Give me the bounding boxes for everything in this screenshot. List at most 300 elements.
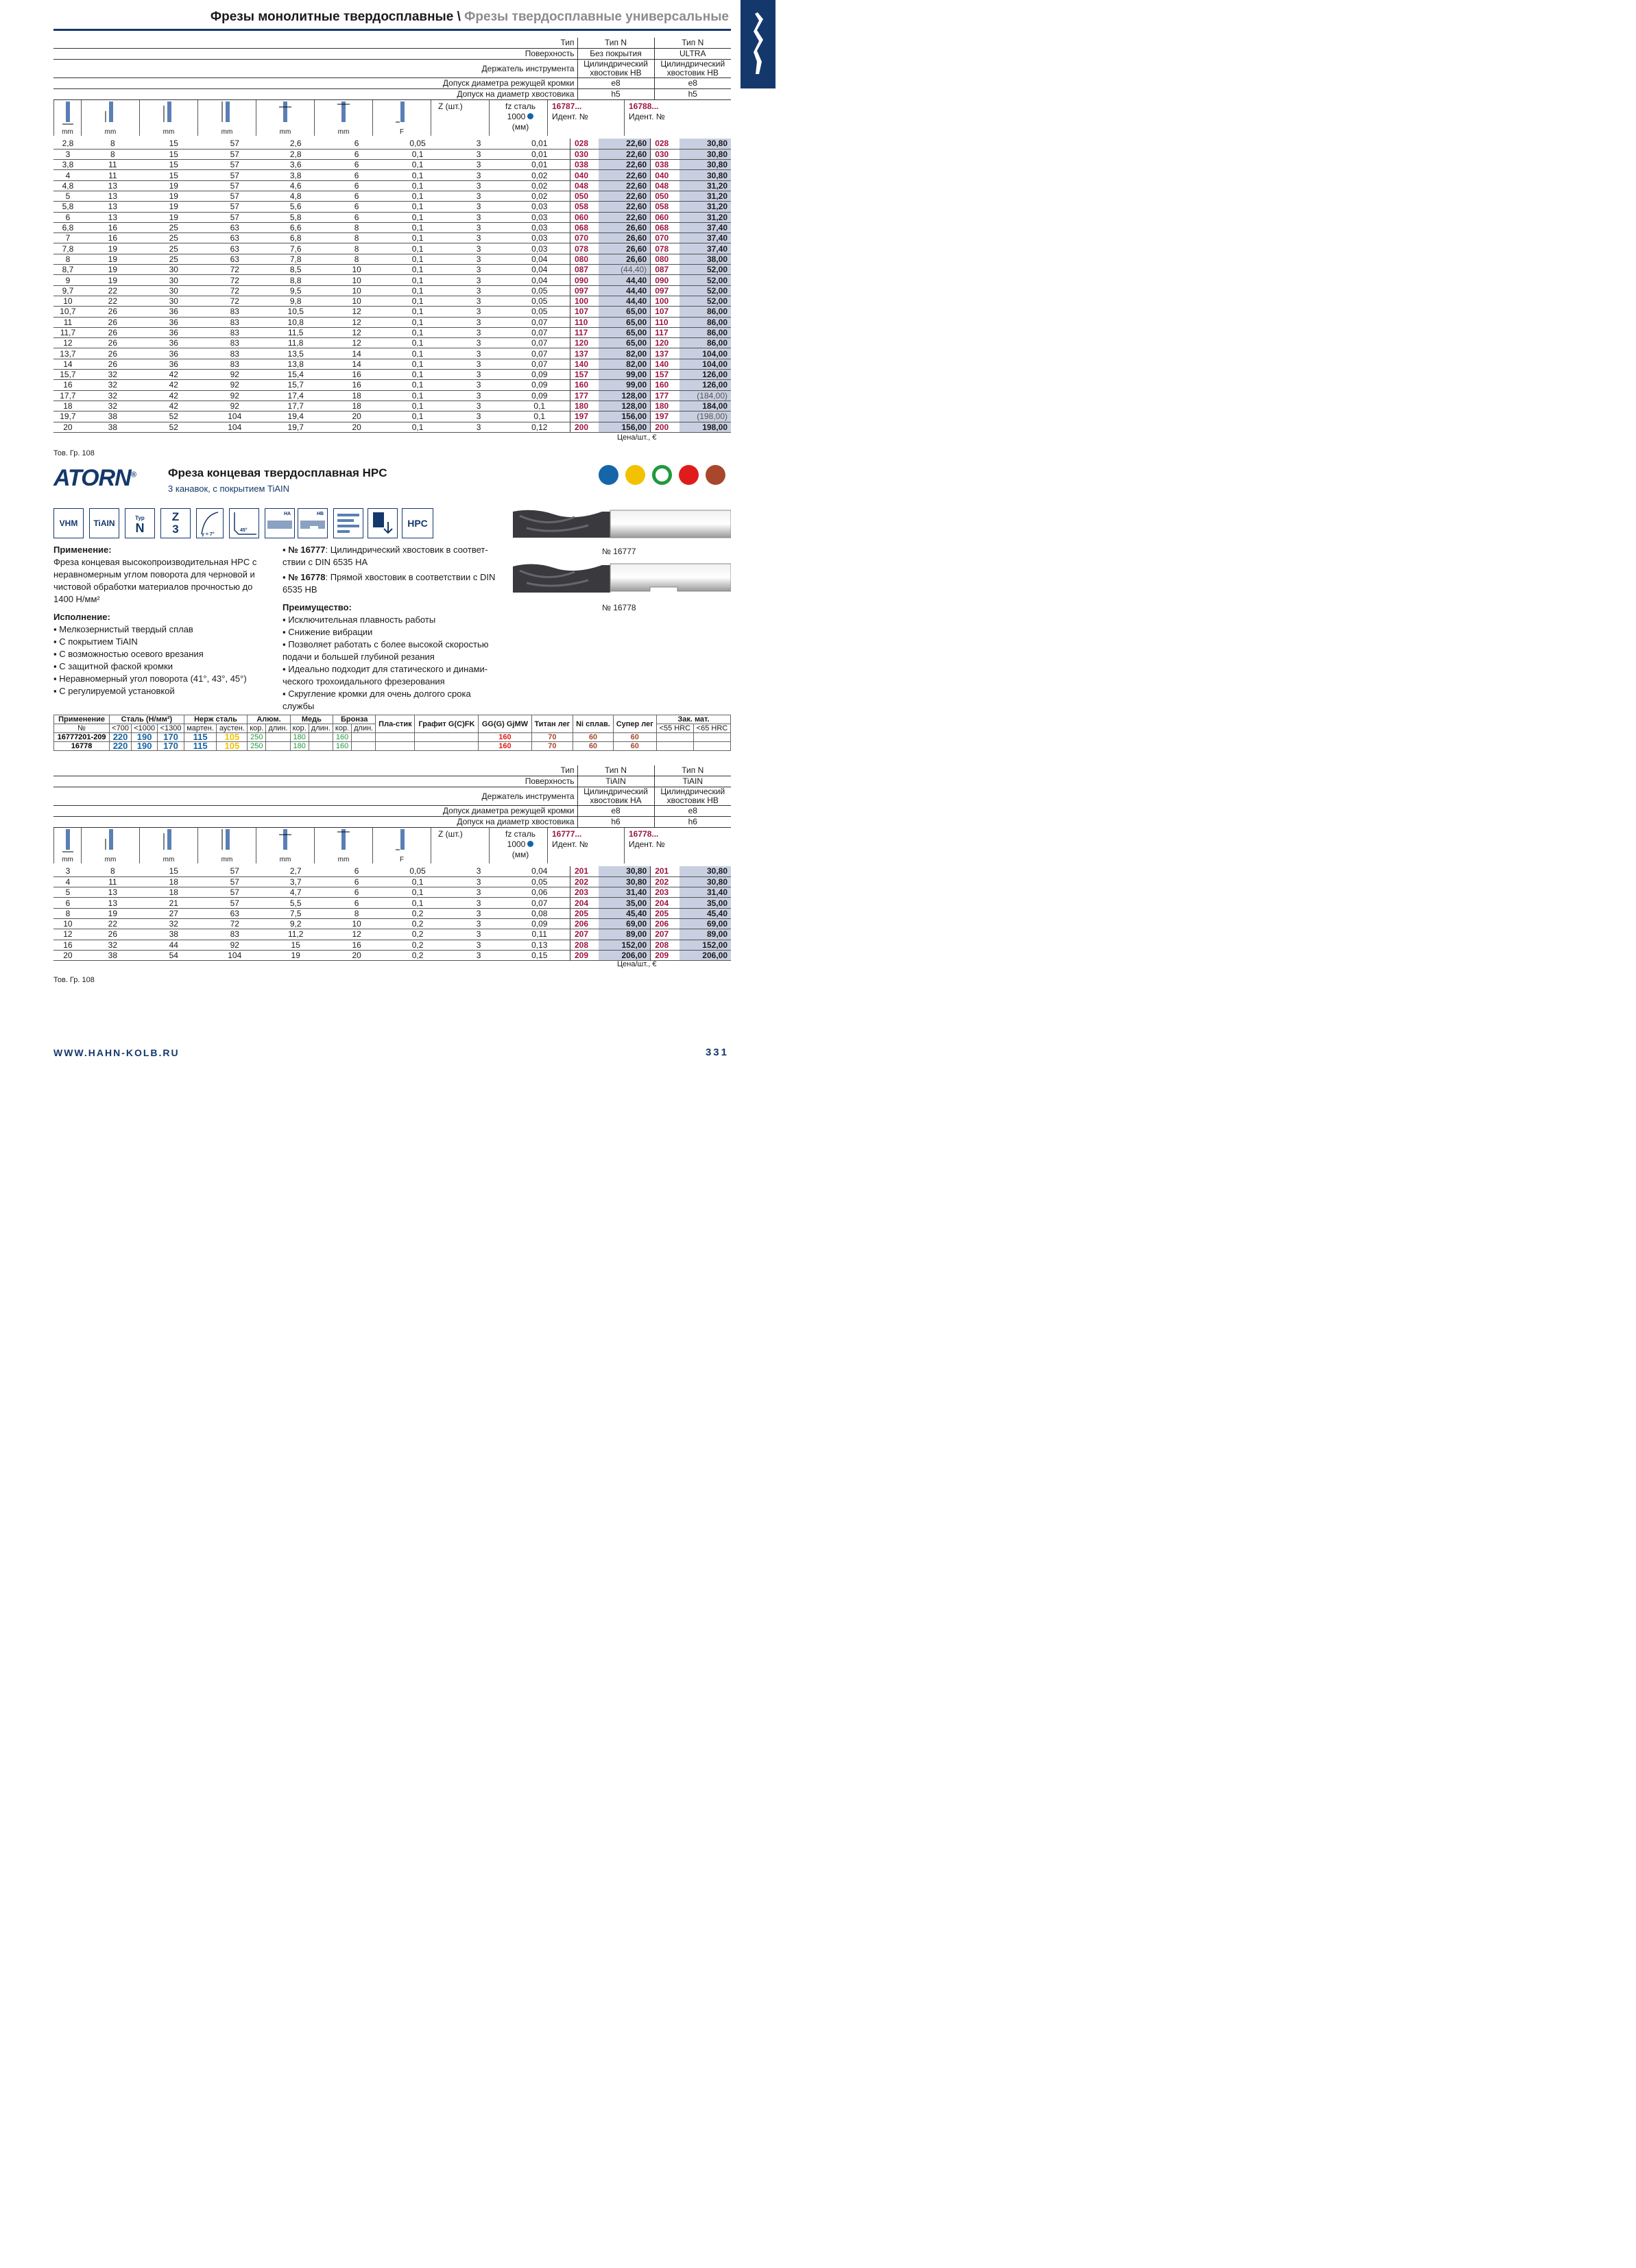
- value-cell: 15,7: [265, 380, 326, 390]
- ident-cell: 209: [651, 950, 679, 960]
- list-item: ▪ С возможностью осевого врезания: [53, 648, 273, 660]
- group-note-2: Тов. Гр. 108: [53, 976, 95, 984]
- value-cell: 20: [326, 950, 387, 960]
- price-cell: 38,00: [679, 254, 731, 264]
- list-item: ▪ Исключительная плавность работы: [282, 614, 501, 626]
- ident-cell: 209: [570, 950, 599, 960]
- value-cell: 8,7: [53, 265, 82, 275]
- price-note-1: Цена/шт., €: [617, 433, 657, 442]
- value-cell: 92: [204, 370, 265, 380]
- mat-subhead: <700: [110, 724, 132, 733]
- mat-head: Применение: [54, 715, 110, 724]
- value-cell: 0,05: [509, 307, 570, 317]
- ident-cell: 137: [570, 348, 599, 359]
- value-cell: 5,8: [53, 202, 82, 212]
- spec-key: Поверхность: [53, 776, 577, 787]
- value-cell: 3: [448, 866, 509, 876]
- value-cell: 72: [204, 296, 265, 306]
- price-cell: 69,00: [599, 918, 650, 929]
- value-cell: 6: [326, 149, 387, 159]
- spec-row: [53, 787, 731, 806]
- value-cell: 57: [204, 202, 265, 212]
- value-cell: 0,1: [387, 380, 448, 390]
- price-cell: 104,00: [679, 348, 731, 359]
- spec-value-b: ULTRA: [654, 49, 731, 60]
- unit-label: mm: [62, 856, 73, 863]
- value-cell: 42: [143, 401, 204, 411]
- application-block: [53, 544, 273, 697]
- column-header-1: [53, 100, 731, 139]
- mat-cell: [376, 742, 415, 751]
- value-cell: 7,8: [265, 254, 326, 264]
- mat-head-row: [54, 715, 731, 724]
- value-cell: 72: [204, 265, 265, 275]
- ident-cell: 107: [570, 307, 599, 317]
- value-cell: 3: [448, 296, 509, 306]
- ident-cell: 090: [651, 275, 679, 285]
- table-row: [53, 876, 731, 887]
- table-row: [53, 866, 731, 876]
- mat-cell: [376, 733, 415, 742]
- value-cell: 0,01: [509, 160, 570, 170]
- table-row: [53, 180, 731, 191]
- value-cell: 19: [82, 275, 143, 285]
- value-cell: 57: [204, 887, 265, 898]
- value-cell: 9,7: [53, 285, 82, 296]
- value-cell: 0,1: [387, 348, 448, 359]
- value-cell: 0,07: [509, 338, 570, 348]
- mat-cell: 180: [290, 733, 309, 742]
- ident-cell: 050: [570, 191, 599, 201]
- value-cell: 16: [82, 222, 143, 232]
- price-cell: 30,80: [599, 876, 650, 887]
- mat-subhead: <55 HRC: [656, 724, 693, 733]
- brand-logo: ATORN®: [53, 465, 136, 491]
- value-cell: 32: [82, 401, 143, 411]
- value-cell: 83: [204, 338, 265, 348]
- value-cell: 0,1: [387, 202, 448, 212]
- value-cell: 0,1: [387, 254, 448, 264]
- value-cell: 6: [326, 180, 387, 191]
- value-cell: 0,12: [509, 422, 570, 432]
- table-row: [53, 149, 731, 159]
- spec-value-a: Тип N: [577, 765, 654, 776]
- value-cell: 4,7: [265, 887, 326, 898]
- price-cell: 44,40: [599, 296, 650, 306]
- ident-cell: 100: [651, 296, 679, 306]
- value-cell: 9,8: [265, 296, 326, 306]
- unit-label: mm: [104, 128, 117, 136]
- list-item: ▪ Неравномерный угол поворота (41°, 43°, 45°): [53, 673, 273, 685]
- value-cell: 20: [326, 422, 387, 432]
- value-cell: 57: [204, 898, 265, 908]
- value-cell: 3: [448, 370, 509, 380]
- spec-value-b: e8: [654, 78, 731, 89]
- spec-value-a: h6: [577, 817, 654, 828]
- value-cell: 9,2: [265, 918, 326, 929]
- spec-key: Тип: [53, 38, 577, 49]
- table-row: [53, 275, 731, 285]
- value-cell: 57: [204, 876, 265, 887]
- ident-cell: 180: [570, 401, 599, 411]
- table-row: [53, 160, 731, 170]
- mat-cell: 170: [158, 742, 184, 751]
- unit-label: mm: [279, 856, 291, 863]
- value-cell: 3,8: [265, 170, 326, 180]
- application-text: Фреза концевая высокопроизводительная HPC с неравномерным углом поворота для черновой и чистовой обработки материалов прочностью до 1400 Н/мм²: [53, 557, 257, 604]
- ident-cell: 080: [651, 254, 679, 264]
- value-cell: 3: [448, 317, 509, 327]
- ident-cell: 157: [570, 370, 599, 380]
- value-cell: 20: [53, 950, 82, 960]
- value-cell: 0,1: [387, 275, 448, 285]
- table-row: [53, 222, 731, 232]
- ident-cell: 058: [651, 202, 679, 212]
- ident-cell: 137: [651, 348, 679, 359]
- fz-label: fz сталь 1000 (мм): [505, 829, 536, 859]
- value-cell: 92: [204, 940, 265, 950]
- price-cell: 22,60: [599, 149, 650, 159]
- ident-cell: 070: [651, 233, 679, 243]
- ident-cell: 068: [570, 222, 599, 232]
- mat-cell: 60: [613, 742, 656, 751]
- spec-key: Допуск диаметра режущей кромки: [53, 806, 577, 817]
- spec-key: Допуск на диаметр хвостовика: [53, 89, 577, 100]
- value-cell: 9: [53, 275, 82, 285]
- value-cell: 36: [143, 338, 204, 348]
- value-cell: 0,03: [509, 233, 570, 243]
- ident-cell: 078: [651, 243, 679, 254]
- price-cell: 22,60: [599, 212, 650, 222]
- table-row: [53, 296, 731, 306]
- value-cell: 11,2: [265, 929, 326, 940]
- value-cell: 0,1: [509, 401, 570, 411]
- value-cell: 32: [143, 918, 204, 929]
- list-item: ▪ Снижение вибрации: [282, 626, 501, 638]
- value-cell: 17,7: [53, 390, 82, 401]
- value-cell: 7,6: [265, 243, 326, 254]
- value-cell: 0,1: [387, 265, 448, 275]
- value-cell: 0,1: [509, 411, 570, 422]
- value-cell: 17,7: [265, 401, 326, 411]
- value-cell: 3: [448, 243, 509, 254]
- value-cell: 7: [53, 233, 82, 243]
- value-cell: 0,1: [387, 401, 448, 411]
- mat-head: Алюм.: [248, 715, 290, 724]
- value-cell: 0,1: [387, 160, 448, 170]
- col-head: [81, 828, 139, 863]
- value-cell: 22: [82, 918, 143, 929]
- value-cell: 30: [143, 296, 204, 306]
- dimension-icon: [163, 829, 175, 856]
- table-row: [53, 422, 731, 432]
- spec-row: [53, 49, 731, 60]
- spec-value-a: Без покрытия: [577, 49, 654, 60]
- value-cell: 3: [448, 254, 509, 264]
- value-cell: 19: [143, 180, 204, 191]
- value-cell: 32: [82, 940, 143, 950]
- value-cell: 104: [204, 411, 265, 422]
- column-header-2: [53, 828, 731, 866]
- mat-cell: 160: [479, 733, 531, 742]
- mat-cell: 70: [531, 742, 573, 751]
- title-main: Фрезы монолитные твердосплавные \: [210, 10, 461, 24]
- price-cell: 65,00: [599, 327, 650, 337]
- mat-row: [54, 742, 731, 751]
- value-cell: 16: [82, 233, 143, 243]
- price-cell: 69,00: [679, 918, 731, 929]
- price-cell: 37,40: [679, 222, 731, 232]
- value-cell: 5,6: [265, 202, 326, 212]
- value-cell: 3: [448, 401, 509, 411]
- value-cell: 6: [326, 202, 387, 212]
- value-cell: 0,1: [387, 876, 448, 887]
- value-cell: 57: [204, 180, 265, 191]
- value-cell: 0,01: [509, 149, 570, 159]
- value-cell: 0,13: [509, 940, 570, 950]
- value-cell: 38: [82, 411, 143, 422]
- value-cell: 4: [53, 876, 82, 887]
- col-head: [197, 828, 256, 863]
- value-cell: 0,1: [387, 180, 448, 191]
- value-cell: 3: [448, 338, 509, 348]
- value-cell: 104: [204, 422, 265, 432]
- value-cell: 72: [204, 918, 265, 929]
- value-cell: 16: [326, 940, 387, 950]
- ident-cell: 202: [570, 876, 599, 887]
- value-cell: 12: [53, 929, 82, 940]
- spec-value-a: Цилиндрический хвостовик HA: [577, 787, 654, 806]
- price-cell: 22,60: [599, 160, 650, 170]
- value-cell: 83: [204, 327, 265, 337]
- value-cell: 19: [265, 950, 326, 960]
- table-row: [53, 139, 731, 149]
- value-cell: 13: [82, 212, 143, 222]
- material-dot-icon: [679, 465, 699, 485]
- mat-head: Зак. мат.: [656, 715, 730, 724]
- price-cell: 22,60: [599, 191, 650, 201]
- value-cell: 15: [143, 160, 204, 170]
- value-cell: 0,1: [387, 327, 448, 337]
- ident-cell: 060: [570, 212, 599, 222]
- spec-table-1: [53, 38, 731, 100]
- spec-row: [53, 78, 731, 89]
- value-cell: 0,1: [387, 307, 448, 317]
- mat-subhead: <1000: [131, 724, 157, 733]
- col-head: [53, 828, 81, 863]
- value-cell: 11: [82, 170, 143, 180]
- price-cell: 30,80: [679, 149, 731, 159]
- value-cell: 0,04: [509, 275, 570, 285]
- value-cell: 3: [448, 390, 509, 401]
- ident-cell: 117: [651, 327, 679, 337]
- price-cell: 65,00: [599, 338, 650, 348]
- value-cell: 12: [326, 317, 387, 327]
- price-cell: 152,00: [679, 940, 731, 950]
- ident-cell: 110: [570, 317, 599, 327]
- value-cell: 13,7: [53, 348, 82, 359]
- tiain-icon: TiAIN: [89, 508, 119, 538]
- value-cell: 3: [448, 411, 509, 422]
- table-row: [53, 285, 731, 296]
- value-cell: 26: [82, 338, 143, 348]
- spec-key: Допуск диаметра режущей кромки: [53, 78, 577, 89]
- value-cell: 0,09: [509, 390, 570, 401]
- value-cell: 0,08: [509, 908, 570, 918]
- value-cell: 0,1: [387, 317, 448, 327]
- value-cell: 57: [204, 139, 265, 149]
- value-cell: 0,05: [509, 285, 570, 296]
- value-cell: 27: [143, 908, 204, 918]
- mat-head: GG(G) GjMW: [479, 715, 531, 733]
- svg-text:45°: 45°: [240, 528, 248, 533]
- mat-head: Медь: [290, 715, 333, 724]
- value-cell: 0,1: [387, 212, 448, 222]
- ident-cell: 160: [570, 380, 599, 390]
- price-note-2: Цена/шт., €: [617, 960, 657, 968]
- spec-key: Держатель инструмента: [53, 787, 577, 806]
- value-cell: 3: [448, 170, 509, 180]
- product-image-16777: [513, 508, 731, 540]
- image-caption-16777: № 16777: [602, 547, 636, 556]
- value-cell: 10: [53, 918, 82, 929]
- article-head: 16778... Идент. №: [629, 829, 665, 849]
- value-cell: 54: [143, 950, 204, 960]
- value-cell: 0,09: [509, 370, 570, 380]
- value-cell: 0,1: [387, 191, 448, 201]
- value-cell: 10: [326, 918, 387, 929]
- spec-row: [53, 806, 731, 817]
- value-cell: 0,1: [387, 411, 448, 422]
- price-cell: 52,00: [679, 275, 731, 285]
- value-cell: 0,02: [509, 180, 570, 191]
- mat-head: Ni сплав.: [573, 715, 613, 733]
- price-cell: 31,20: [679, 191, 731, 201]
- ident-cell: 160: [651, 380, 679, 390]
- z-label: Z (шт.): [438, 102, 463, 111]
- value-cell: 8: [53, 254, 82, 264]
- spec-row: [53, 765, 731, 776]
- mat-cell: 105: [217, 742, 248, 751]
- col-head: [547, 828, 588, 863]
- mat-cell: 190: [131, 742, 157, 751]
- value-cell: 5,5: [265, 898, 326, 908]
- price-cell: 26,60: [599, 243, 650, 254]
- value-cell: 6: [326, 212, 387, 222]
- z-label: Z (шт.): [438, 829, 463, 839]
- value-cell: 26: [82, 307, 143, 317]
- ident-cell: 207: [570, 929, 599, 940]
- price-cell: 26,60: [599, 254, 650, 264]
- ident-cell: 048: [651, 180, 679, 191]
- section-tab: [741, 0, 775, 88]
- value-cell: 32: [82, 380, 143, 390]
- value-cell: 0,04: [509, 265, 570, 275]
- value-cell: 13: [82, 180, 143, 191]
- value-cell: 0,2: [387, 918, 448, 929]
- price-cell: 89,00: [599, 929, 650, 940]
- ident-cell: 100: [570, 296, 599, 306]
- value-cell: 0,06: [509, 887, 570, 898]
- title-sub: Фрезы твердосплавные универсальные: [460, 10, 729, 24]
- price-cell: 99,00: [599, 370, 650, 380]
- value-cell: 6: [326, 160, 387, 170]
- price-cell: 26,60: [599, 222, 650, 232]
- footer-url[interactable]: WWW.HAHN-KOLB.RU: [53, 1047, 180, 1058]
- spec-value-b: Тип N: [654, 765, 731, 776]
- price-table-1: [53, 139, 731, 433]
- spec-value-b: h5: [654, 89, 731, 100]
- mat-head: Титан лег: [531, 715, 573, 733]
- value-cell: 25: [143, 233, 204, 243]
- value-cell: 7,8: [53, 243, 82, 254]
- ident-cell: 120: [651, 338, 679, 348]
- value-cell: 5: [53, 887, 82, 898]
- value-cell: 0,1: [387, 243, 448, 254]
- value-cell: 3: [448, 898, 509, 908]
- value-cell: 12: [326, 307, 387, 317]
- mat-cell: [309, 733, 333, 742]
- value-cell: 3: [448, 233, 509, 243]
- value-cell: 6,6: [265, 222, 326, 232]
- mat-subhead: аустен.: [217, 724, 248, 733]
- value-cell: 22: [82, 285, 143, 296]
- table-row: [53, 950, 731, 960]
- mat-subhead: <65 HRC: [693, 724, 730, 733]
- value-cell: 3: [53, 866, 82, 876]
- value-cell: 19,7: [265, 422, 326, 432]
- price-cell: 44,40: [599, 275, 650, 285]
- ident-cell: 048: [570, 180, 599, 191]
- value-cell: 0,03: [509, 222, 570, 232]
- product-image-16778: [513, 560, 731, 595]
- ident-cell: 208: [651, 940, 679, 950]
- ident-cell: 202: [651, 876, 679, 887]
- value-cell: 0,2: [387, 950, 448, 960]
- mat-cell: [415, 742, 479, 751]
- value-cell: 8: [326, 233, 387, 243]
- table-row: [53, 265, 731, 275]
- value-cell: 0,1: [387, 233, 448, 243]
- price-cell: 44,40: [599, 285, 650, 296]
- value-cell: 12: [53, 338, 82, 348]
- list-item: ▪ Позволяет работать с более высокой скоростью подачи и большей глубиной резания: [282, 638, 501, 663]
- hpc-icon: HPC: [402, 508, 433, 538]
- value-cell: 92: [204, 401, 265, 411]
- dimension-icon: [104, 829, 117, 856]
- value-cell: 57: [204, 191, 265, 201]
- page-title: [210, 10, 729, 25]
- mat-cell: [656, 742, 693, 751]
- spec-key: Тип: [53, 765, 577, 776]
- value-cell: 4: [53, 170, 82, 180]
- price-cell: 37,40: [679, 233, 731, 243]
- flutes-icon: Z 3: [160, 508, 191, 538]
- value-cell: 0,1: [387, 370, 448, 380]
- value-cell: 14: [53, 359, 82, 369]
- price-cell: 89,00: [679, 929, 731, 940]
- value-cell: 19: [82, 243, 143, 254]
- ident-cell: 203: [570, 887, 599, 898]
- price-cell: 22,60: [599, 202, 650, 212]
- spec-key: Держатель инструмента: [53, 60, 577, 78]
- value-cell: 15: [265, 940, 326, 950]
- mat-cell: 16778: [54, 742, 110, 751]
- mat-cell: 16777201-209: [54, 733, 110, 742]
- header-rule: [53, 29, 731, 31]
- value-cell: 0,05: [509, 876, 570, 887]
- value-cell: 0,01: [509, 139, 570, 149]
